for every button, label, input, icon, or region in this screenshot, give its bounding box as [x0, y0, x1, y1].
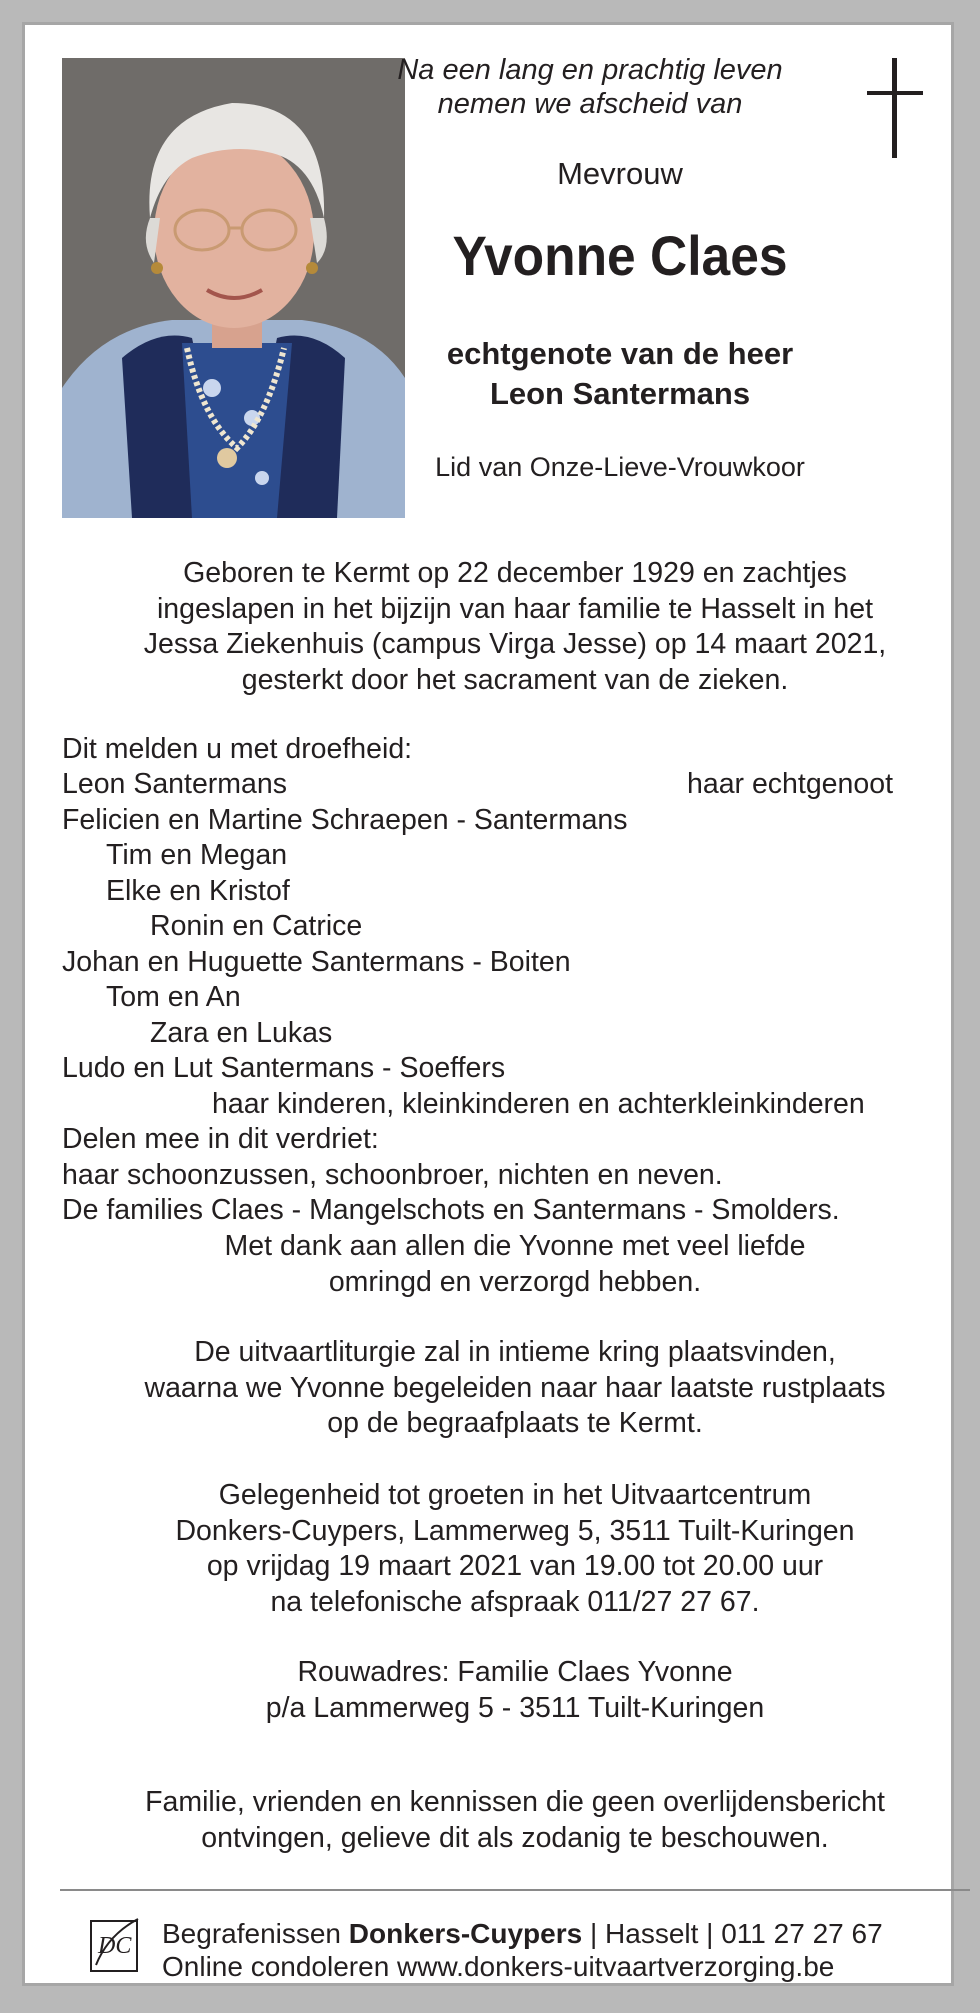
intro-text — [395, 53, 785, 121]
paragraph-line: op de begraafplaats te Kermt. — [327, 1407, 703, 1439]
family-member: Zara en Lukas — [150, 1017, 333, 1049]
liturgy-paragraph — [65, 1335, 965, 1442]
footer-divider — [60, 1889, 970, 1891]
spouse-line: echtgenote van de heer — [446, 336, 794, 371]
share-header: Delen mee in dit verdriet: — [62, 1123, 379, 1155]
paragraph-line: na telefonische afspraak 011/27 27 67. — [270, 1585, 760, 1618]
family-member: Tom en An — [106, 981, 241, 1013]
spouse-info — [430, 334, 810, 414]
paragraph-line: De uitvaartliturgie zal in intieme kring plaatsvinden, — [194, 1336, 836, 1368]
paragraph-line: Rouwadres: Familie Claes Yvonne — [297, 1656, 733, 1688]
family-member: Ronin en Catrice — [150, 910, 363, 942]
paragraph-line: op vrijdag 19 maart 2021 van 19.00 tot 20.00 uur — [206, 1550, 824, 1582]
family-member: Elke en Kristof — [106, 875, 290, 907]
family-role-children: haar kinderen, kleinkinderen en achterkleinkinderen — [212, 1088, 865, 1120]
paragraph-line: Met dank aan allen die Yvonne met veel liefde — [224, 1230, 806, 1262]
title-prefix: Mevrouw — [557, 156, 683, 191]
family-spouse-name: Leon Santermans — [62, 768, 287, 800]
thanks-paragraph — [65, 1229, 965, 1300]
intro-line: Na een lang en prachtig leven — [397, 54, 783, 86]
footer-city-phone: | Hasselt | 011 27 27 67 — [589, 1918, 883, 1949]
address-paragraph — [65, 1655, 965, 1726]
logo-letters: DC — [98, 1933, 132, 1959]
obituary-card — [22, 22, 954, 1986]
family-member: Johan en Huguette Santermans - Boiten — [62, 946, 571, 978]
paragraph-line: ontvingen, gelieve dit als zodanig te beschouwen. — [201, 1821, 829, 1854]
paragraph-line: Donkers-Cuypers, Lammerweg 5, 3511 Tuilt-Kuringen — [175, 1514, 855, 1547]
deceased-name: Yvonne Claes — [452, 224, 788, 287]
company-logo — [88, 1915, 144, 1975]
footer-text — [162, 1917, 883, 1983]
family-member: Ludo en Lut Santermans - Soeffers — [62, 1052, 506, 1084]
paragraph-line: omringd en verzorgd hebben. — [328, 1265, 702, 1298]
spouse-line: Leon Santermans — [489, 376, 751, 411]
paragraph-line: waarna we Yvonne begeleiden naar haar laatste rustplaats — [144, 1371, 886, 1404]
footer-online-condolences[interactable]: Online condoleren www.donkers-uitvaartverzorging.be — [162, 1951, 835, 1982]
company-name: Donkers-Cuypers — [348, 1918, 583, 1949]
cross-icon — [865, 58, 925, 158]
family-spouse-role: haar echtgenoot — [687, 768, 893, 800]
footer-prefix: Begrafenissen — [162, 1918, 342, 1949]
paragraph-line: Jessa Ziekenhuis (campus Virga Jesse) op 14 maart 2021, — [143, 628, 887, 660]
footer-line-company — [162, 1917, 883, 1950]
notice-paragraph — [65, 1785, 965, 1856]
share-line: De families Claes - Mangelschots en Santermans - Smolders. — [62, 1194, 840, 1226]
intro-line: nemen we afscheid van — [437, 88, 743, 120]
family-member: Tim en Megan — [106, 839, 288, 871]
portrait-photo — [62, 58, 405, 518]
share-line: haar schoonzussen, schoonbroer, nichten en neven. — [62, 1159, 723, 1191]
family-header: Dit melden u met droefheid: — [62, 733, 413, 765]
paragraph-line: gesterkt door het sacrament van de zieken. — [241, 663, 789, 696]
paragraph-line: Geboren te Kermt op 22 december 1929 en zachtjes — [183, 557, 847, 589]
birth-death-paragraph — [65, 556, 965, 698]
paragraph-line: Familie, vrienden en kennissen die geen overlijdensbericht — [145, 1786, 885, 1818]
visitation-paragraph — [65, 1478, 965, 1620]
family-member: Felicien en Martine Schraepen - Santermans — [62, 804, 628, 836]
paragraph-line: p/a Lammerweg 5 - 3511 Tuilt-Kuringen — [265, 1691, 765, 1724]
paragraph-line: Gelegenheid tot groeten in het Uitvaartcentrum — [218, 1479, 812, 1511]
membership: Lid van Onze-Lieve-Vrouwkoor — [435, 452, 805, 482]
paragraph-line: ingeslapen in het bijzijn van haar familie te Hasselt in het — [156, 592, 874, 625]
